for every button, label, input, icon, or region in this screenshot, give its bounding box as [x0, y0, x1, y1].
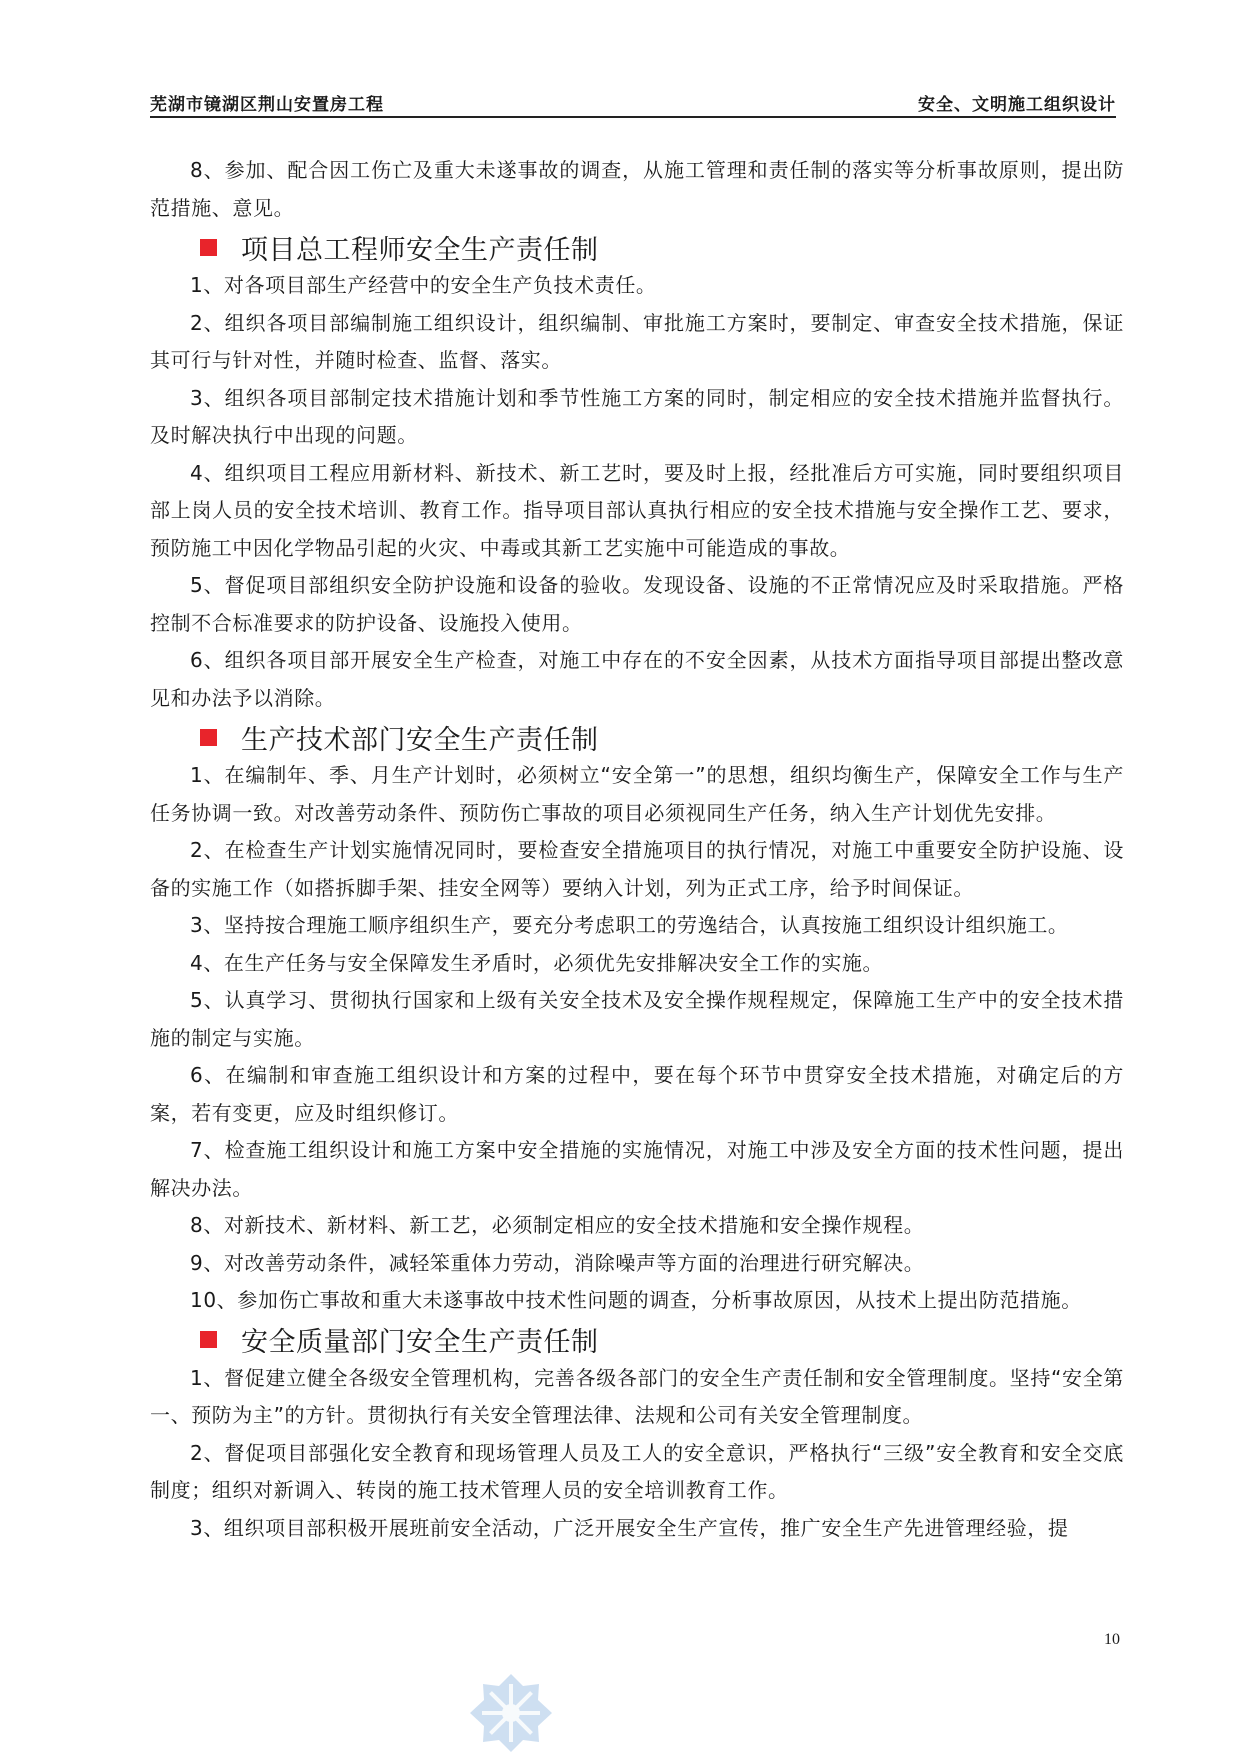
body-paragraph: 8、参加、配合因工伤亡及重大未遂事故的调查，从施工管理和责任制的落实等分析事故原则，提出防范措施、意见。 — [150, 158, 1124, 220]
header-project-title: 芜湖市镜湖区荆山安置房工程 — [150, 95, 384, 115]
body-paragraph: 2、组织各项目部编制施工组织设计，组织编制、审批施工方案时，要制定、审查安全技术措施，保证其可行与针对性，并随时检查、监督、落实。 — [150, 310, 1124, 372]
page-number: 10 — [1104, 1631, 1120, 1648]
body-paragraph: 1、对各项目部生产经营中的安全生产负技术责任。 — [190, 273, 657, 297]
body-paragraph: 2、督促项目部强化安全教育和现场管理人员及工人的安全意识，严格执行“三级”安全教育和安全交底制度；组织对新调入、转岗的施工技术管理人员的安全培训教育工作。 — [150, 1440, 1124, 1502]
body-paragraph: 9、对改善劳动条件，减轻笨重体力劳动，消除噪声等方面的治理进行研究解决。 — [190, 1250, 925, 1275]
body-paragraph: 7、检查施工组织设计和施工方案中安全措施的实施情况，对施工中涉及安全方面的技术性问题，提出解决办法。 — [150, 1138, 1124, 1200]
body-paragraph: 4、在生产任务与安全保障发生矛盾时，必须优先安排解决安全工作的实施。 — [190, 950, 884, 975]
section-heading — [150, 1320, 1124, 1360]
body-paragraph: 4、组织项目工程应用新材料、新技术、新工艺时，要及时上报，经批准后方可实施，同时要组织项目部上岗人员的安全技术培训、教育工作。指导项目部认真执行相应的安全技术措施与安全操作工艺、要求，预防施工中因化学物品引起的火灾、中毒或其新工艺实施中可能造成的事故。 — [150, 460, 1124, 560]
page-header — [150, 86, 1116, 118]
red-square-bullet-icon — [200, 239, 217, 256]
body-paragraph: 5、认真学习、贯彻执行国家和上级有关安全技术及安全操作规程规定，保障施工生产中的安全技术措施的制定与实施。 — [150, 988, 1124, 1050]
document-body — [150, 152, 1124, 1547]
body-paragraph: 8、对新技术、新材料、新工艺，必须制定相应的安全技术措施和安全操作规程。 — [190, 1213, 925, 1237]
body-paragraph: 3、坚持按合理施工顺序组织生产，要充分考虑职工的劳逸结合，认真按施工组织设计组织施工。 — [190, 913, 1069, 937]
body-paragraph: 6、组织各项目部开展安全生产检查，对施工中存在的不安全因素，从技术方面指导项目部提出整改意见和办法予以消除。 — [150, 648, 1124, 710]
section-heading-text: 安全质量部门安全生产责任制 — [241, 1327, 599, 1358]
section-heading — [150, 717, 1124, 757]
body-paragraph: 2、在检查生产计划实施情况同时，要检查安全措施项目的执行情况，对施工中重要安全防护设施、设备的实施工作（如搭拆脚手架、挂安全网等）要纳入计划，列为正式工序，给予时间保证。 — [150, 838, 1124, 900]
section-heading-text: 生产技术部门安全生产责任制 — [241, 724, 599, 756]
body-paragraph: 3、组织项目部积极开展班前安全活动，广泛开展安全生产宣传，推广安全生产先进管理经验，提 — [190, 1515, 1069, 1540]
snowflake-watermark-icon — [468, 1672, 554, 1754]
body-paragraph: 1、督促建立健全各级安全管理机构，完善各级各部门的安全生产责任制和安全管理制度。坚持“安全第一、预防为主”的方针。贯彻执行有关安全管理法律、法规和公司有关安全管理制度。 — [150, 1365, 1124, 1427]
header-document-title: 安全、文明施工组织设计 — [918, 95, 1116, 115]
section-heading-text: 项目总工程师安全生产责任制 — [241, 234, 599, 266]
body-paragraph: 5、督促项目部组织安全防护设施和设备的验收。发现设备、设施的不正常情况应及时采取措施。严格控制不合标准要求的防护设备、设施投入使用。 — [150, 573, 1124, 635]
body-paragraph: 1、在编制年、季、月生产计划时，必须树立“安全第一”的思想，组织均衡生产，保障安全工作与生产任务协调一致。对改善劳动条件、预防伤亡事故的项目必须视同生产任务，纳入生产计划优先安排。 — [150, 763, 1124, 825]
red-square-bullet-icon — [200, 729, 217, 746]
body-paragraph: 10、参加伤亡事故和重大未遂事故中技术性问题的调查，分析事故原因，从技术上提出防范措施。 — [190, 1288, 1082, 1312]
body-paragraph: 6、在编制和审查施工组织设计和方案的过程中，要在每个环节中贯穿安全技术措施，对确定后的方案，若有变更，应及时组织修订。 — [150, 1063, 1124, 1125]
body-paragraph: 3、组织各项目部制定技术措施计划和季节性施工方案的同时，制定相应的安全技术措施并监督执行。及时解决执行中出现的问题。 — [150, 385, 1124, 447]
section-heading — [150, 227, 1124, 267]
red-square-bullet-icon — [200, 1331, 217, 1348]
